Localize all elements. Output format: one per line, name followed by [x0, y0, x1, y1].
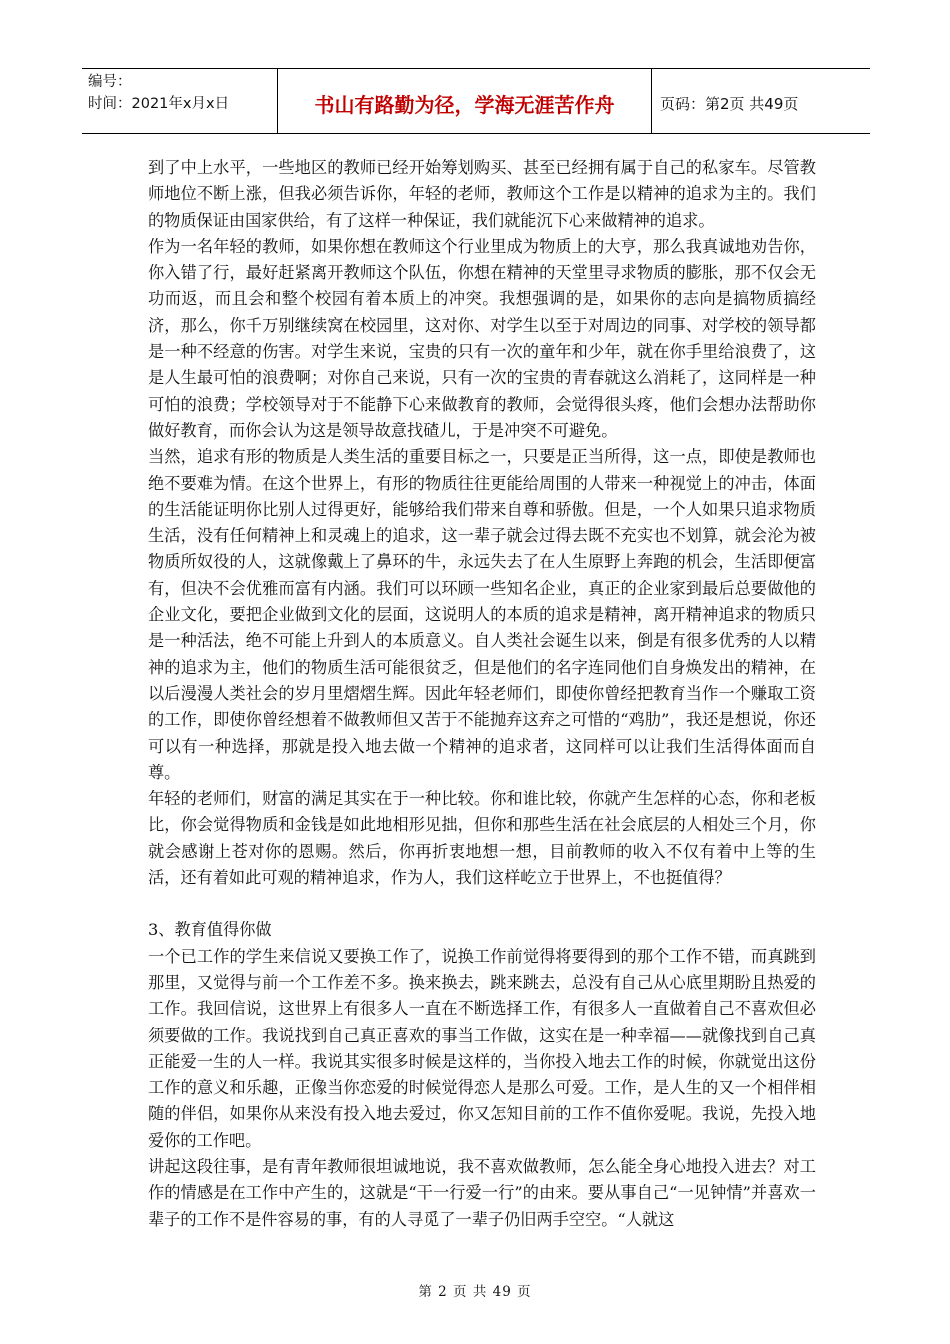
document-number-label: 编号：: [88, 74, 132, 90]
header-meta: [82, 69, 278, 133]
document-body: [148, 155, 816, 1233]
document-date-label: 时间：2021年x月x日: [88, 96, 230, 112]
header-motto: 书山有路勤为径，学海无涯苦作舟: [278, 69, 652, 133]
page-header: [82, 68, 870, 134]
page-footer: 第 2 页 共 49 页: [418, 1284, 532, 1300]
body-paragraph: 到了中上水平，一些地区的教师已经开始筹划购买、甚至已经拥有属于自己的私家车。尽管教师地位不断上涨，但我必须告诉你，年轻的老师，教师这个工作是以精神的追求为主的。我们的物质保证由国家供给，有了这样一种保证，我们就能沉下心来做精神的追求。: [148, 158, 816, 230]
body-paragraph: 当然，追求有形的物质是人类生活的重要目标之一，只要是正当所得，这一点，即使是教师也绝不要难为情。在这个世界上，有形的物质往往更能给周围的人带来一种视觉上的冲击，体面的生活能证明你比别人过得更好，能够给我们带来自尊和骄傲。但是，一个人如果只追求物质生活，没有任何精神上和灵魂上的追求，这一辈子就会过得去既不充实也不划算，就会沦为被物质所奴役的人，这就像戴上了鼻环的牛，永远失去了在人生原野上奔跑的机会，生活即便富有，但决不会优雅而富有内涵。我们可以环顾一些知名企业，真正的企业家到最后总要做他的企业文化，要把企业做到文化的层面，这说明人的本质的追求是精神，离开精神追求的物质只是一种活法，绝不可能上升到人的本质意义。自人类社会诞生以来，倒是有很多优秀的人以精神的追求为主，他们的物质生活可能很贫乏，但是他们的名字连同他们自身焕发出的精神，在以后漫漫人类社会的岁月里熠熠生辉。因此年轻老师们，即使你曾经把教育当作一个赚取工资的工作，即使你曾经想着不做教师但又苦于不能抛弃这弃之可惜的“鸡肋”，我还是想说，你还可以有一种选择，那就是投入地去做一个精神的追求者，这同样可以让我们生活得体面而自尊。: [148, 447, 816, 782]
section-heading: 3、教育值得你做: [148, 920, 272, 940]
body-paragraph: 年轻的老师们，财富的满足其实在于一种比较。你和谁比较，你就产生怎样的心态，你和老板比，你会觉得物质和金钱是如此地相形见拙，但你和那些生活在社会底层的人相处三个月，你就会感谢上苍对你的恩赐。然后，你再折衷地想一想，目前教师的收入不仅有着中上等的生活，还有着如此可观的精神追求，作为人，我们这样屹立于世界上，不也挺值得？: [148, 789, 816, 888]
header-page-number: 页码：第2页 共49页: [660, 94, 799, 113]
body-paragraph: 讲起这段往事，是有青年教师很坦诚地说，我不喜欢做教师，怎么能全身心地投入进去？对工作的情感是在工作中产生的，这就是“干一行爱一行”的由来。要从事自己“一见钟情”并喜欢一辈子的工作不是件容易的事，有的人寻觅了一辈子仍旧两手空空。“人就这: [148, 1156, 816, 1229]
body-paragraph: 一个已工作的学生来信说又要换工作了，说换工作前觉得将要得到的那个工作不错，而真跳到那里，又觉得与前一个工作差不多。换来换去，跳来跳去，总没有自己从心底里期盼且热爱的工作。我回信说，这世界上有很多人一直在不断选择工作，有很多人一直做着自己不喜欢但必须要做的工作。我说找到自己真正喜欢的事当工作做，这实在是一种幸福——就像找到自己真正能爱一生的人一样。我说其实很多时候是这样的，当你投入地去工作的时候，你就觉出这份工作的意义和乐趣，正像当你恋爱的时候觉得恋人是那么可爱。工作，是人生的又一个相伴相随的伴侣，如果你从来没有投入地去爱过，你又怎知目前的工作不值你爱呢。我说，先投入地爱你的工作吧。: [148, 946, 816, 1150]
body-paragraph: 作为一名年轻的教师，如果你想在教师这个行业里成为物质上的大亨，那么我真诚地劝告你，你入错了行，最好赶紧离开教师这个队伍，你想在精神的天堂里寻求物质的膨胀，那不仅会无功而返，而且会和整个校园有着本质上的冲突。我想强调的是，如果你的志向是搞物质搞经济，那么，你千万别继续窝在校园里，这对你、对学生以至于对周边的同事、对学校的领导都是一种不经意的伤害。对学生来说，宝贵的只有一次的童年和少年，就在你手里给浪费了，这是人生最可怕的浪费啊；对你自己来说，只有一次的宝贵的青春就这么消耗了，这同样是一种可怕的浪费；学校领导对于不能静下心来做教育的教师，会觉得很头疼，他们会想办法帮助你做好教育，而你会认为这是领导故意找碴儿，于是冲突不可避免。: [148, 236, 816, 440]
